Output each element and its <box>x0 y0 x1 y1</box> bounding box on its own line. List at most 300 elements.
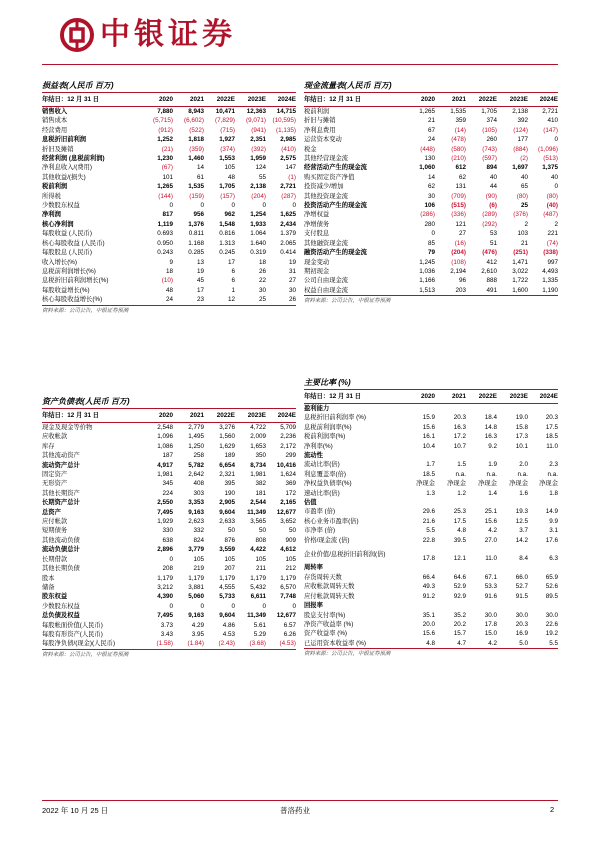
cell-value <box>528 451 558 460</box>
cell-value: 67 <box>427 126 435 134</box>
cell-value: 3,881 <box>188 583 204 591</box>
table-row <box>304 611 558 620</box>
cell-value: 27 <box>458 230 466 238</box>
table-row <box>42 145 296 154</box>
cell-value: 8,943 <box>188 108 204 115</box>
table-row <box>304 404 558 414</box>
cell-value: 187 <box>162 452 173 460</box>
cell-value: 172 <box>285 489 296 497</box>
cell-value: 4,390 <box>157 593 173 601</box>
row-label: 其他长期资产 <box>42 489 80 497</box>
cell-value: 9,604 <box>219 612 235 620</box>
cell-value: (359) <box>189 145 204 153</box>
table-row <box>42 116 296 125</box>
cell-value: 19.2 <box>545 630 558 638</box>
cell-value: (124) <box>513 126 528 134</box>
table-row <box>42 583 296 592</box>
cell-value: 3,559 <box>219 546 235 554</box>
cell-value: 1,535 <box>450 108 466 115</box>
cell-value: (147) <box>543 126 558 134</box>
cell-value: 0 <box>200 602 204 610</box>
cell-value: 20.0 <box>422 620 435 628</box>
cell-value: 17 <box>227 258 235 266</box>
cell-value: (1) <box>288 173 296 181</box>
cell-value: (16) <box>454 239 466 247</box>
cell-value: 10.1 <box>515 442 528 450</box>
cell-value: 1.9 <box>488 461 497 469</box>
cell-value: 17.5 <box>453 517 466 525</box>
table-row <box>42 479 296 488</box>
cell-value: 21 <box>520 239 528 247</box>
cell-value: 35.1 <box>422 611 435 619</box>
row-label: 核心净利润 <box>42 220 74 228</box>
cell-value <box>497 451 528 460</box>
cell-value: 48 <box>227 173 235 181</box>
cell-value: (286) <box>420 211 435 219</box>
cell-value: 7,495 <box>157 612 173 620</box>
table-row <box>304 258 558 267</box>
cell-value <box>528 404 558 414</box>
cell-value: (14) <box>454 126 466 134</box>
cell-value: 1,495 <box>188 433 204 441</box>
cell-value: 17.8 <box>422 555 435 563</box>
cell-value: 0.319 <box>250 249 266 257</box>
table-row <box>304 620 558 629</box>
cell-value: 1.6 <box>519 489 528 497</box>
header-label: 年结日：12 月 31 日 <box>304 93 404 107</box>
cell-value: (4.53) <box>279 640 296 648</box>
table-row <box>304 592 558 601</box>
row-label: 其他流动负债 <box>42 536 80 544</box>
income-statement <box>42 79 296 316</box>
cell-value: (2) <box>520 155 528 163</box>
table-row <box>42 286 296 295</box>
cell-value: 2,138 <box>512 108 528 115</box>
cell-value: 211 <box>255 565 266 573</box>
income-table <box>42 93 296 305</box>
row-label: 价格/现金流 (倍) <box>304 536 350 544</box>
header-year: 2021 <box>173 409 204 423</box>
cell-value: 369 <box>285 480 296 488</box>
cell-value: 1,629 <box>219 442 235 450</box>
cell-value: 412 <box>486 258 497 266</box>
cell-value: (251) <box>513 249 528 257</box>
cell-value: 53 <box>489 230 497 238</box>
cell-value: (108) <box>451 258 466 266</box>
table-row <box>42 461 296 470</box>
table-row <box>42 489 296 498</box>
cell-value: 0 <box>431 230 435 238</box>
cell-value: 2.3 <box>549 461 558 469</box>
cell-value: 16.9 <box>515 630 528 638</box>
cell-value: 2,721 <box>542 108 558 115</box>
table-row <box>304 423 558 432</box>
cell-value: 30.0 <box>484 611 497 619</box>
cell-value: 1.640 <box>250 239 266 247</box>
cell-value: 3.7 <box>519 527 528 535</box>
cell-value: 4.2 <box>488 527 497 535</box>
cell-value: 5.5 <box>426 527 435 535</box>
row-label: 存货周转天数 <box>304 573 342 581</box>
cell-value: 0 <box>231 202 235 210</box>
cell-value: 1.7 <box>426 461 435 469</box>
cell-value: 299 <box>285 452 296 460</box>
cell-value: 65 <box>520 183 528 191</box>
table-row <box>42 564 296 573</box>
cell-value: (513) <box>543 155 558 163</box>
cell-value: 1,705 <box>219 183 235 191</box>
cell-value: 96 <box>458 277 466 285</box>
row-label: 销售成本 <box>42 117 68 125</box>
cell-value: 147 <box>285 164 296 172</box>
table-row <box>304 286 558 295</box>
cell-value: 40 <box>520 173 528 181</box>
cell-value: 40 <box>550 173 558 181</box>
bank-of-china-icon <box>60 18 94 52</box>
cell-value: 2 <box>524 220 528 228</box>
ratios-table <box>304 390 558 648</box>
cell-value: (5,715) <box>153 117 173 125</box>
cell-value: 11.0 <box>546 442 558 450</box>
row-label: 融资活动产生的现金流 <box>304 249 367 257</box>
cell-value: 876 <box>224 536 235 544</box>
cell-value: 17.5 <box>545 423 558 431</box>
cell-value: (90) <box>485 192 497 200</box>
cell-value: (21) <box>161 145 173 153</box>
cell-value: 25.1 <box>484 508 497 516</box>
cell-value: 6 <box>231 267 235 275</box>
cell-value: (476) <box>482 249 497 257</box>
cell-value: 1,600 <box>512 286 528 294</box>
cell-value: (10) <box>161 277 173 285</box>
cell-value: 11,349 <box>247 612 266 620</box>
income-source: 资料来源：公司公告，中银证券预测 <box>42 305 296 316</box>
table-row <box>42 201 296 210</box>
cell-value: 24 <box>427 136 435 144</box>
cell-value <box>404 498 435 507</box>
table-row <box>304 489 558 498</box>
cell-value: (2.43) <box>218 640 235 648</box>
cell-value: 0 <box>554 183 558 191</box>
table-row <box>304 145 558 154</box>
cell-value: 2,172 <box>280 442 296 450</box>
cell-value: 1.2 <box>457 489 466 497</box>
cell-value: 410 <box>547 117 558 125</box>
cell-value: 105 <box>224 555 235 563</box>
cell-value: 15.6 <box>484 517 497 525</box>
cell-value: (338) <box>543 249 558 257</box>
row-label: 净资产收益率 (%) <box>304 620 354 628</box>
cell-value: 1.4 <box>488 489 497 497</box>
table-row <box>304 135 558 144</box>
cell-value: 1,375 <box>542 164 558 172</box>
cell-value: 189 <box>224 452 235 460</box>
row-label: 市盈率 (倍) <box>304 508 336 516</box>
cell-value: 0.811 <box>188 230 204 238</box>
cell-value: (580) <box>451 145 466 153</box>
cell-value <box>466 404 497 414</box>
cell-value: 0 <box>292 602 296 610</box>
cell-value: 1,119 <box>157 220 173 228</box>
cell-value: 6,570 <box>280 583 296 591</box>
cell-value: 20.2 <box>453 620 466 628</box>
row-label: 资产收益率 (%) <box>304 630 348 638</box>
cell-value: 1,179 <box>219 574 235 582</box>
cell-value: 101 <box>162 173 173 181</box>
footer-divider <box>42 800 558 801</box>
cell-value: 1.5 <box>457 461 466 469</box>
cell-value: 0 <box>554 136 558 144</box>
table-row <box>42 239 296 248</box>
table-row <box>304 163 558 172</box>
row-label: 流动比率(倍) <box>304 461 340 469</box>
cashflow-table <box>304 93 558 295</box>
cell-value: 15.6 <box>422 423 435 431</box>
cell-value: 1,929 <box>157 518 173 526</box>
cell-value: 4.7 <box>457 639 466 647</box>
cell-value: (157) <box>220 192 235 200</box>
row-label: 购买固定资产净值 <box>304 173 355 181</box>
cell-value: 25 <box>520 202 528 210</box>
cell-value: 258 <box>193 452 204 460</box>
cell-value: 35.2 <box>453 611 466 619</box>
cell-value: 1,252 <box>157 136 173 144</box>
table-row <box>304 107 558 117</box>
cell-value: 30.0 <box>515 611 528 619</box>
cell-value: 330 <box>162 527 173 535</box>
table-row <box>304 116 558 125</box>
cell-value: 12,677 <box>276 612 296 620</box>
cell-value: 3,565 <box>250 518 266 526</box>
cell-value: 44 <box>489 183 497 191</box>
table-row <box>42 574 296 583</box>
cell-value: 50 <box>258 527 266 535</box>
cell-value: 10.7 <box>453 442 466 450</box>
cell-value <box>466 563 497 572</box>
table-row <box>42 442 296 451</box>
cell-value: 52.9 <box>453 583 466 591</box>
cell-value: 1,560 <box>219 433 235 441</box>
cell-value: 79 <box>427 249 435 257</box>
row-label: 每股收益增长(%) <box>42 286 90 294</box>
header-year: 2024E <box>528 390 558 404</box>
cell-value: 21.6 <box>422 517 435 525</box>
row-label: 净利息收入/(费用) <box>42 164 93 172</box>
cell-value: 9 <box>169 258 173 266</box>
row-label: 每股帐面价值(人民币) <box>42 621 103 629</box>
cell-value: 14,715 <box>276 108 296 115</box>
cell-value: 12,677 <box>276 508 296 516</box>
cell-value: 2,985 <box>280 136 296 144</box>
cell-value: 19.0 <box>515 414 528 422</box>
row-label: 投资活动产生的现金流 <box>304 202 367 210</box>
cell-value: 2,434 <box>280 220 296 228</box>
cell-value: 105 <box>255 555 266 563</box>
cell-value: 221 <box>547 230 558 238</box>
cell-value <box>528 601 558 610</box>
cell-value: 18.5 <box>545 433 558 441</box>
table-row <box>42 432 296 441</box>
cell-value: 105 <box>193 555 204 563</box>
cell-value: 22.6 <box>545 620 558 628</box>
cell-value: 6.57 <box>283 621 296 629</box>
row-label: 核心每股收益 (人民币) <box>42 239 105 247</box>
cell-value: 2,165 <box>280 499 296 507</box>
cell-value: 909 <box>285 536 296 544</box>
cell-value: 16.3 <box>484 433 497 441</box>
cell-value: 0 <box>262 202 266 210</box>
row-label: 折旧及摊销 <box>42 145 74 153</box>
cell-value: 22.8 <box>422 536 435 544</box>
income-title: 损益表(人民币 百万) <box>42 79 296 93</box>
cell-value: 105 <box>224 164 235 172</box>
cell-value: 25 <box>258 296 266 304</box>
table-row <box>304 220 558 229</box>
cell-value: 103 <box>517 230 528 238</box>
table-row <box>42 621 296 630</box>
table-row <box>304 413 558 422</box>
cell-value: (410) <box>281 145 296 153</box>
cell-value <box>497 404 528 414</box>
table-row <box>304 545 558 563</box>
cell-value: 5.0 <box>519 639 528 647</box>
cell-value: 303 <box>193 489 204 497</box>
cell-value: 52.7 <box>515 583 528 591</box>
balance-title: 资产负债表(人民币 百万) <box>42 395 296 409</box>
cell-value: 962 <box>224 211 235 219</box>
cell-value: 20.3 <box>515 620 528 628</box>
cell-value: (3.68) <box>249 640 266 648</box>
header-year: 2024E <box>266 409 296 423</box>
cell-value: (487) <box>543 211 558 219</box>
table-row <box>42 423 296 433</box>
row-label: 经营活动产生的现金流 <box>304 164 367 172</box>
cell-value: 48 <box>165 286 173 294</box>
cell-value: 31 <box>288 267 296 275</box>
row-label: 流动负债总计 <box>42 546 80 554</box>
row-label: 息税折旧前利润 <box>42 136 87 144</box>
ratios-source: 资料来源：公司公告，中银证券预测 <box>304 648 558 659</box>
cell-value: 0 <box>200 202 204 210</box>
row-label: 股息支付率(%) <box>304 611 346 619</box>
cell-value <box>528 498 558 507</box>
cell-value: 52.6 <box>545 583 558 591</box>
cell-value: 9,163 <box>188 508 204 516</box>
cell-value <box>435 451 466 460</box>
cell-value: (941) <box>251 126 266 134</box>
cell-value: 11.0 <box>485 555 497 563</box>
cell-value: 1,376 <box>188 220 204 228</box>
cell-value <box>435 404 466 414</box>
cell-value: 395 <box>224 480 235 488</box>
cell-value: 66.4 <box>422 573 435 581</box>
cell-value: 1,335 <box>542 277 558 285</box>
cell-value: 20.3 <box>545 414 558 422</box>
table-row <box>304 517 558 526</box>
row-label: 净增权益 <box>304 211 330 219</box>
cell-value: 4,422 <box>250 546 266 554</box>
row-label: 长期资产总计 <box>42 499 80 507</box>
row-label: 税金 <box>304 145 317 153</box>
cell-value: (9,071) <box>246 117 266 125</box>
cell-value: 91.6 <box>484 592 497 600</box>
cell-value: 5,733 <box>219 593 235 601</box>
cell-value: (478) <box>451 136 466 144</box>
table-row <box>42 248 296 257</box>
cell-value: 18.4 <box>484 414 497 422</box>
cell-value: (10,595) <box>272 117 296 125</box>
cell-value <box>466 451 497 460</box>
row-label: 应付帐款周转天数 <box>304 592 355 600</box>
header-year: 2022E <box>204 409 235 423</box>
cell-value: 1,927 <box>219 136 235 144</box>
cell-value: 0 <box>169 555 173 563</box>
cell-value: 2,575 <box>280 155 296 163</box>
row-label: 其他收益/(损失) <box>42 173 86 181</box>
cell-value: 14.8 <box>484 423 497 431</box>
cell-value: 7,880 <box>157 108 173 115</box>
table-row <box>304 563 558 572</box>
cell-value: (912) <box>158 126 173 134</box>
cell-value: 19.3 <box>515 508 528 516</box>
cell-value: 1,060 <box>419 164 435 172</box>
table-row <box>304 470 558 479</box>
table-row <box>42 276 296 285</box>
cell-value: 2.065 <box>280 239 296 247</box>
cell-value: 4,917 <box>157 461 173 469</box>
cell-value: (6,602) <box>184 117 204 125</box>
cell-value: 956 <box>193 211 204 219</box>
row-label: 长期借款 <box>42 555 68 563</box>
cell-value: 0.414 <box>280 249 296 257</box>
row-label: 少数股东权益 <box>42 202 80 210</box>
cell-value: 26 <box>258 267 266 275</box>
cell-value: 1.168 <box>188 239 204 247</box>
cell-value: 359 <box>455 117 466 125</box>
cell-value: (448) <box>420 145 435 153</box>
cell-value: 1,245 <box>419 258 435 266</box>
cell-value: 17.8 <box>484 620 497 628</box>
cell-value: 5.61 <box>253 621 266 629</box>
cell-value: 1,981 <box>250 471 266 479</box>
table-header-row <box>42 409 296 423</box>
cell-value: 2,642 <box>188 471 204 479</box>
cell-value: 89.5 <box>545 592 558 600</box>
row-label: 企业价值/息税折旧前利润(倍) <box>304 550 386 558</box>
header-label: 年结日：12 月 31 日 <box>42 409 142 423</box>
cell-value: (80) <box>546 192 558 200</box>
cell-value: 4.8 <box>457 527 466 535</box>
row-label: 其他流动资产 <box>42 452 80 460</box>
table-row <box>304 498 558 507</box>
cell-value: 3,276 <box>219 424 235 431</box>
cell-value: 15.0 <box>484 630 497 638</box>
table-row <box>42 229 296 238</box>
cell-value: 24 <box>165 296 173 304</box>
cell-value: 1,697 <box>512 164 528 172</box>
cell-value: 85 <box>427 239 435 247</box>
table-header-row <box>304 390 558 404</box>
cell-value: 1,471 <box>512 258 528 266</box>
cell-value: 491 <box>486 286 497 294</box>
cell-value: 30 <box>288 286 296 294</box>
row-label: 现金及现金等价物 <box>42 424 93 431</box>
row-label: 公司自由现金流 <box>304 277 349 285</box>
cell-value: 808 <box>255 536 266 544</box>
table-row <box>304 154 558 163</box>
cell-value: 2,633 <box>219 518 235 526</box>
cell-value <box>466 498 497 507</box>
